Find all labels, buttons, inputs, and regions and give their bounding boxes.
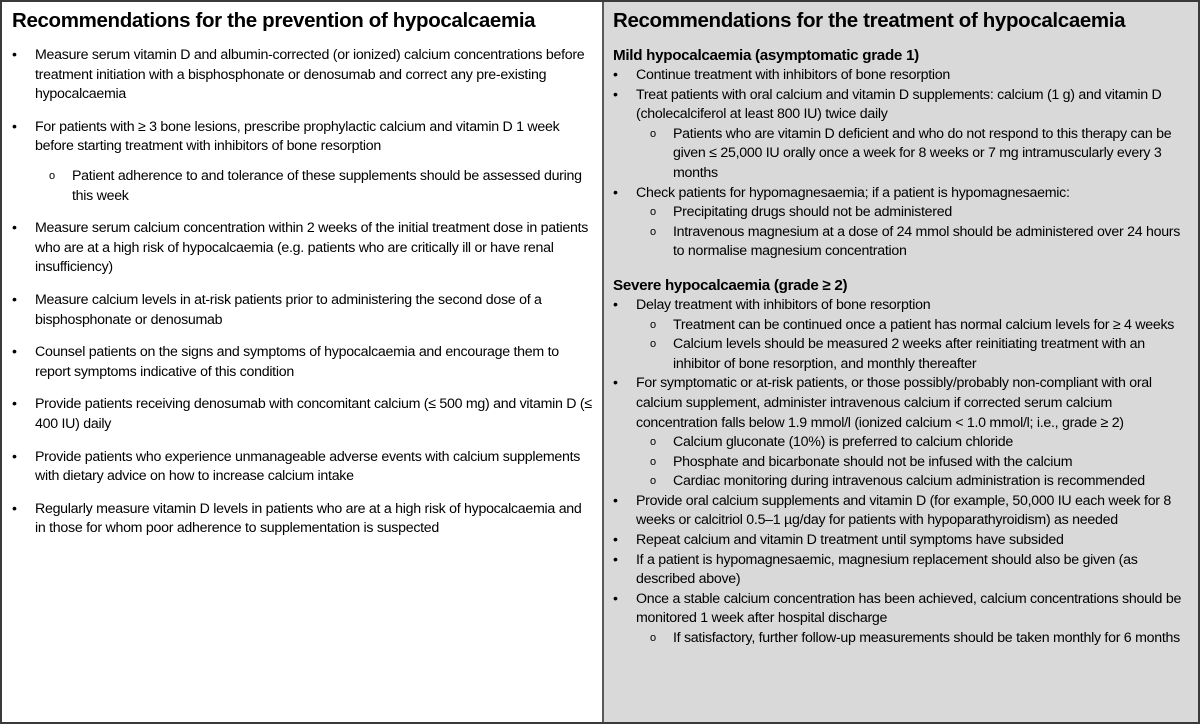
bullet-icon: • [613, 551, 618, 568]
bullet-item [12, 219, 592, 278]
bullet-item [12, 500, 592, 539]
bullet-text: Phosphate and bicarbonate should not be infused with the calcium [673, 453, 1073, 470]
bullet-icon: • [613, 296, 618, 313]
bullet-icon: • [613, 492, 618, 509]
sub-bullet-item [613, 472, 1188, 492]
bullet-item [613, 374, 1188, 433]
sub-bullet-item [613, 316, 1188, 336]
bullet-item [12, 118, 592, 157]
bullet-icon: • [613, 86, 618, 103]
section-heading: Mild hypocalcaemia (asymptomatic grade 1) [613, 47, 919, 64]
bullet-item [12, 291, 592, 330]
bullet-icon: • [613, 67, 618, 83]
bullet-text: If satisfactory, further follow-up measurements should be taken monthly for 6 months [673, 630, 1180, 647]
bullet-item [613, 296, 1188, 316]
bullet-text: Precipitating drugs should not be administered [673, 204, 952, 221]
bullet-text: Measure serum calcium concentration within 2 weeks of the initial treatment dose in patients who are at a high risk of hypocalcaemia (e.g. patients who are critically ill or have renal insufficiency) [35, 220, 589, 276]
bullet-item [12, 395, 592, 434]
bullet-icon: • [12, 220, 17, 237]
bullet-item [613, 184, 1188, 204]
hollow-bullet-icon: o [650, 475, 656, 488]
bullet-text: Repeat calcium and vitamin D treatment until symptoms have subsided [636, 532, 1064, 549]
bullet-text: Measure serum vitamin D and albumin-corrected (or ionized) calcium concentrations before treatment initiation with a bisphosphonate or denosumab and correct any pre-existing hypocalcaemia [35, 47, 585, 103]
bullet-text: Calcium levels should be measured 2 weeks after reinitiating treatment with an inhibitor of bone resorption, and monthly thereafter [673, 336, 1145, 372]
bullet-text: Patient adherence to and tolerance of these supplements should be assessed during this week [72, 167, 582, 204]
bullet-item [613, 66, 1188, 86]
bullet-text: For symptomatic or at-risk patients, or those possibly/probably non-compliant with oral calcium supplement, administer intravenous calcium if corrected serum calcium concentration falls below 1.9 mmol/l (ionized calcium < 1.0 mmol/l; i.e., grade ≥ 2) [636, 375, 1152, 431]
bullet-text: Once a stable calcium concentration has been achieved, calcium concentrations should be monitored 1 week after hospital discharge [636, 590, 1182, 627]
hollow-bullet-icon: o [650, 338, 656, 351]
bullet-item [613, 590, 1188, 629]
bullet-text: Intravenous magnesium at a dose of 24 mmol should be administered over 24 hours to normalise magnesium concentration [673, 223, 1181, 260]
hollow-bullet-icon: o [49, 169, 55, 182]
bullet-icon: • [12, 291, 17, 308]
section-spacer [613, 262, 1188, 276]
sub-bullet-item [613, 433, 1188, 453]
bullet-text: For patients with ≥ 3 bone lesions, prescribe prophylactic calcium and vitamin D 1 week before starting treatment with inhibitors of bone resorption [35, 118, 560, 155]
bullet-item [613, 531, 1188, 551]
sub-bullet-item [12, 167, 592, 206]
sub-bullet-item [613, 453, 1188, 473]
bullet-icon: • [613, 590, 618, 607]
hollow-bullet-icon: o [650, 632, 656, 645]
bullet-icon: • [613, 375, 618, 392]
prevention-panel [2, 2, 602, 722]
bullet-text: Cardiac monitoring during intravenous calcium administration is recommended [673, 473, 1145, 490]
bullet-text: Treatment can be continued once a patient has normal calcium levels for ≥ 4 weeks [673, 316, 1175, 333]
bullet-text: Delay treatment with inhibitors of bone resorption [636, 296, 931, 313]
bullet-text: Treat patients with oral calcium and vitamin D supplements: calcium (1 g) and vitamin D (cholecalciferol at least 800 IU) twice daily [636, 86, 1162, 123]
bullet-item [12, 343, 592, 382]
sub-bullet-item [613, 629, 1188, 649]
bullet-text: Counsel patients on the signs and symptoms of hypocalcaemia and encourage them to report symptoms indicative of this condition [35, 344, 559, 380]
bullet-icon: • [613, 184, 618, 201]
bullet-item [12, 448, 592, 487]
prevention-title: Recommendations for the prevention of hypocalcaemia [12, 9, 536, 32]
bullet-text: If a patient is hypomagnesaemic, magnesium replacement should also be given (as described above) [636, 551, 1138, 588]
bullet-icon: • [12, 448, 17, 465]
hollow-bullet-icon: o [650, 455, 656, 468]
bullet-icon: • [12, 396, 17, 413]
hollow-bullet-icon: o [650, 206, 656, 219]
bullet-text: Provide patients receiving denosumab with concomitant calcium (≤ 500 mg) and vitamin D (≤ 400 IU) daily [35, 396, 592, 432]
hollow-bullet-icon: o [650, 127, 656, 140]
hollow-bullet-icon: o [650, 318, 656, 331]
bullet-text: Measure calcium levels in at-risk patients prior to administering the second dose of a bisphosphonate or denosumab [35, 291, 542, 328]
severe-section [613, 276, 1188, 649]
prevention-list [12, 46, 592, 539]
treatment-sections [613, 46, 1188, 649]
section-heading: Severe hypocalcaemia (grade ≥ 2) [613, 276, 848, 294]
bullet-item [613, 492, 1188, 531]
bullet-text: Regularly measure vitamin D levels in patients who are at a high risk of hypocalcaemia and in those for whom poor adherence to supplementation is suspected [35, 500, 582, 537]
bullet-item [613, 86, 1188, 125]
hollow-bullet-icon: o [650, 225, 656, 238]
bullet-icon: • [12, 344, 17, 361]
mild-section [613, 46, 1188, 262]
sub-bullet-item [613, 335, 1188, 374]
sub-bullet-item [613, 223, 1188, 262]
bullet-icon: • [613, 532, 618, 549]
treatment-panel [602, 2, 1198, 722]
bullet-text: Provide patients who experience unmanageable adverse events with calcium supplements with dietary advice on how to increase calcium intake [35, 448, 581, 485]
bullet-item [613, 551, 1188, 590]
bullet-text: Provide oral calcium supplements and vitamin D (for example, 50,000 IU each week for 8 weeks or calcitriol 0.5–1 µg/day for patients with hypoparathyroidism) as needed [636, 492, 1172, 529]
sub-bullet-item [613, 203, 1188, 223]
treatment-title: Recommendations for the treatment of hypocalcaemia [613, 9, 1126, 32]
bullet-text: Check patients for hypomagnesaemia; if a patient is hypomagnesaemic: [636, 184, 1070, 201]
bullet-icon: • [12, 500, 17, 517]
bullet-icon: • [12, 118, 17, 135]
bullet-text: Patients who are vitamin D deficient and who do not respond to this therapy can be given ≤ 25,000 IU orally once a week for 8 weeks or 7 mg intramuscularly every 3 months [673, 125, 1172, 181]
bullet-icon: • [12, 47, 17, 63]
bullet-text: Calcium gluconate (10%) is preferred to calcium chloride [673, 434, 1013, 451]
bullet-text: Continue treatment with inhibitors of bone resorption [636, 67, 951, 83]
bullet-item [12, 46, 592, 105]
hollow-bullet-icon: o [650, 436, 656, 449]
sub-bullet-item [613, 125, 1188, 184]
